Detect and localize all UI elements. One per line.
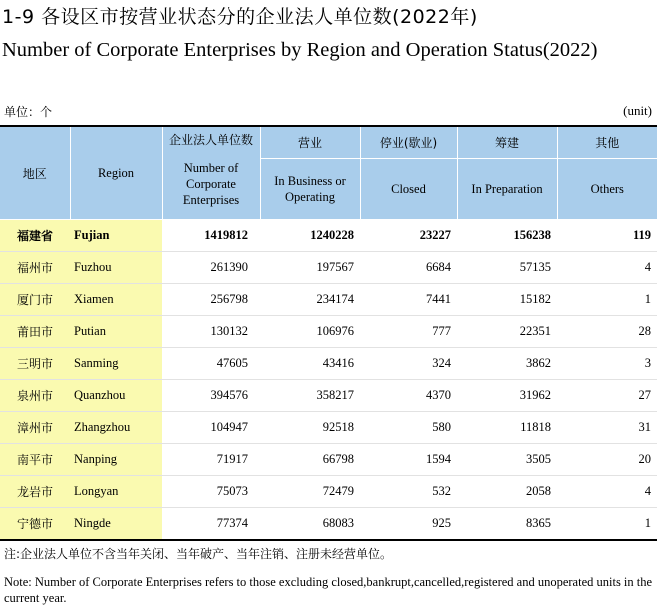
closed-cell: 532	[360, 476, 457, 508]
closed-cell: 1594	[360, 444, 457, 476]
in-preparation-cell: 31962	[457, 380, 557, 412]
enterprise-table	[0, 127, 657, 539]
total-cell: 261390	[162, 252, 260, 284]
unit-label-cn: 单位：个	[4, 105, 53, 119]
others-cell: 31	[557, 412, 657, 444]
header-in-preparation-cn: 筹建	[457, 127, 557, 159]
table-row-xiamen	[0, 284, 657, 316]
header-total-cn: 企业法人单位数	[168, 133, 253, 147]
region-cn-cell: 泉州市	[0, 380, 70, 412]
in-business-cell: 358217	[260, 380, 360, 412]
others-cell: 27	[557, 380, 657, 412]
table-row-quanzhou	[0, 380, 657, 412]
header-region-en: Region	[70, 127, 162, 220]
in-preparation-cell: 11818	[457, 412, 557, 444]
region-cn-cell: 南平市	[0, 444, 70, 476]
header-in-business-en: In Business or Operating	[260, 159, 360, 220]
total-cell: 256798	[162, 284, 260, 316]
in-preparation-cell: 3862	[457, 348, 557, 380]
others-cell: 4	[557, 252, 657, 284]
region-cn-cell: 福州市	[0, 252, 70, 284]
header-region-cn: 地区	[0, 127, 70, 220]
table-row-nanping	[0, 444, 657, 476]
total-cell: 47605	[162, 348, 260, 380]
region-en-cell: Fuzhou	[70, 252, 162, 284]
header-closed-en: Closed	[360, 159, 457, 220]
closed-cell: 6684	[360, 252, 457, 284]
in-business-cell: 66798	[260, 444, 360, 476]
table-header	[0, 127, 657, 220]
region-en-cell: Zhangzhou	[70, 412, 162, 444]
others-cell: 28	[557, 316, 657, 348]
in-preparation-cell: 3505	[457, 444, 557, 476]
closed-cell: 23227	[360, 220, 457, 252]
header-total-en: Number of Corporate Enterprises	[182, 161, 240, 207]
closed-cell: 925	[432, 516, 451, 530]
in-business-cell: 106976	[260, 316, 360, 348]
others-cell: 20	[557, 444, 657, 476]
total-cell: 394576	[162, 380, 260, 412]
others-cell: 1	[644, 516, 651, 530]
region-en-cell: Putian	[70, 316, 162, 348]
region-cn-cell: 龙岩市	[0, 476, 70, 508]
closed-cell: 777	[360, 316, 457, 348]
total-cell: 1419812	[162, 220, 260, 252]
header-others-en: Others	[557, 159, 657, 220]
header-in-preparation-en: In Preparation	[457, 159, 557, 220]
footnote-en: Note: Number of Corporate Enterprises refers to those excluding closed,bankrupt,cancelled,registered and unoperated units in the current year.	[4, 575, 653, 605]
in-preparation-cell: 156238	[457, 220, 557, 252]
in-business-cell: 234174	[260, 284, 360, 316]
header-closed-cn: 停业(歇业)	[360, 127, 457, 159]
closed-cell: 7441	[360, 284, 457, 316]
region-en-cell: Nanping	[70, 444, 162, 476]
region-cn-cell: 厦门市	[0, 284, 70, 316]
table-row-fujian	[0, 220, 657, 252]
closed-cell: 4370	[360, 380, 457, 412]
closed-cell: 580	[360, 412, 457, 444]
region-en-cell: Sanming	[70, 348, 162, 380]
total-cell: 77374	[216, 516, 248, 530]
table-row-fuzhou	[0, 252, 657, 284]
region-en-cell: Quanzhou	[70, 380, 162, 412]
in-preparation-cell: 8365	[526, 516, 551, 530]
region-cn-cell: 三明市	[0, 348, 70, 380]
in-preparation-cell: 22351	[457, 316, 557, 348]
table-bottom-rule	[0, 539, 657, 541]
others-cell: 3	[557, 348, 657, 380]
others-cell: 4	[557, 476, 657, 508]
others-cell: 1	[557, 284, 657, 316]
header-total	[162, 127, 260, 220]
total-cell: 104947	[162, 412, 260, 444]
others-cell: 119	[557, 220, 657, 252]
total-cell: 71917	[162, 444, 260, 476]
page-title-cn: 1-9 各设区市按营业状态分的企业法人单位数(2022年)	[2, 6, 478, 28]
region-cn-cell: 漳州市	[0, 412, 70, 444]
header-in-business-cn: 营业	[260, 127, 360, 159]
in-business-cell: 72479	[260, 476, 360, 508]
page-title-en: Number of Corporate Enterprises by Region and Operation Status(2022)	[2, 39, 598, 61]
in-preparation-cell: 15182	[457, 284, 557, 316]
table-row-ningde	[0, 508, 657, 540]
in-preparation-cell: 2058	[457, 476, 557, 508]
in-business-cell: 1240228	[260, 220, 360, 252]
in-business-cell: 197567	[260, 252, 360, 284]
table-row-longyan	[0, 476, 657, 508]
region-en-cell: Fujian	[70, 220, 162, 252]
in-business-cell: 43416	[260, 348, 360, 380]
region-cn-cell: 福建省	[0, 220, 70, 252]
region-en-cell: Xiamen	[70, 284, 162, 316]
region-cn-cell: 莆田市	[0, 316, 70, 348]
footnote-cn: 注:企业法人单位不含当年关闭、当年破产、当年注销、注册未经营单位。	[4, 547, 393, 561]
table-body	[0, 220, 657, 540]
header-others-cn: 其他	[557, 127, 657, 159]
total-cell: 130132	[162, 316, 260, 348]
in-business-cell: 68083	[322, 516, 354, 530]
region-cn-cell: 宁德市	[0, 508, 70, 540]
region-en-cell: Longyan	[70, 476, 162, 508]
table-row-zhangzhou	[0, 412, 657, 444]
table-row-sanming	[0, 348, 657, 380]
table-row-putian	[0, 316, 657, 348]
in-preparation-cell: 57135	[457, 252, 557, 284]
in-business-cell: 92518	[260, 412, 360, 444]
total-cell: 75073	[162, 476, 260, 508]
closed-cell: 324	[360, 348, 457, 380]
region-en-cell: Ningde	[70, 508, 162, 540]
unit-label-en: (unit)	[623, 103, 652, 118]
